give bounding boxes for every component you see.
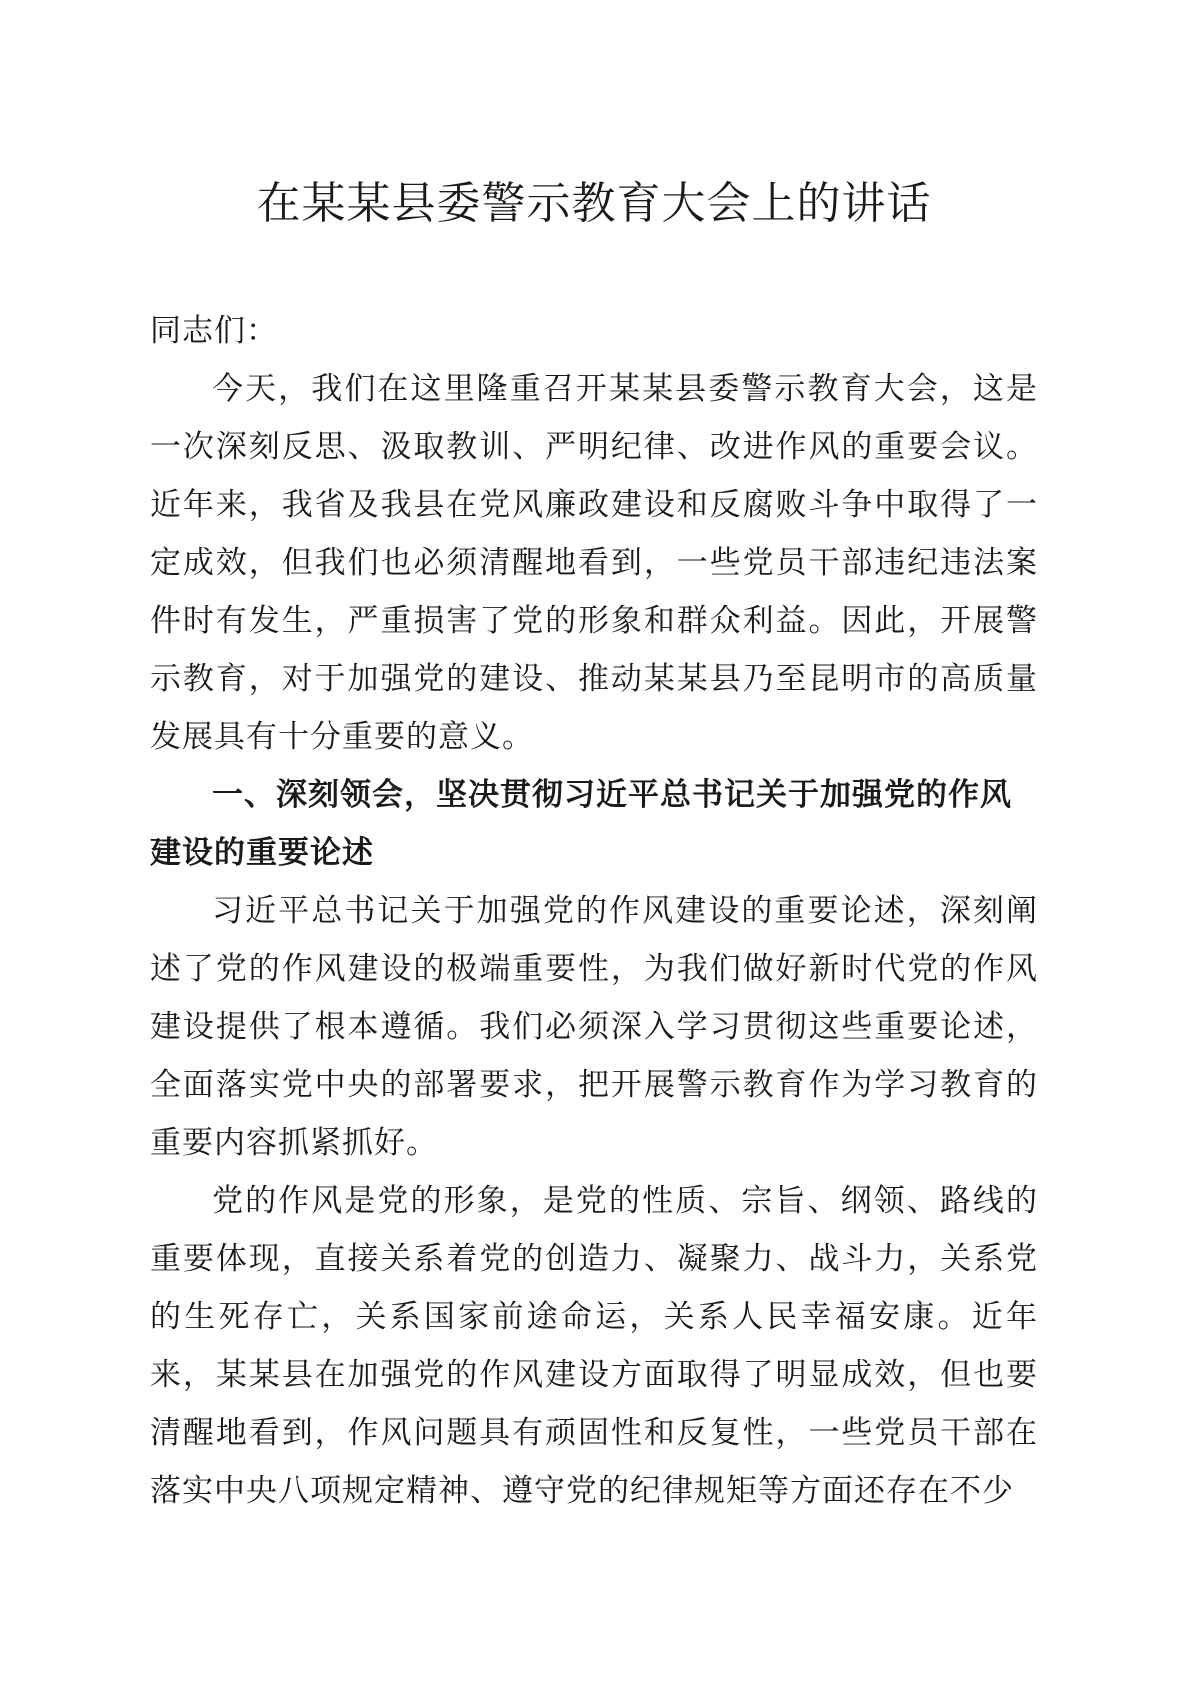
paragraph-section-1-a: 习近平总书记关于加强党的作风建设的重要论述，深刻阐述了党的作风建设的极端重要性，为我们做好新时代党的作风建设提供了根本遵循。我们必须深入学习贯彻这些重要论述，全面落实党中央的部署要求，把开展警示教育作为学习教育的重要内容抓紧抓好。 bbox=[150, 893, 1038, 1161]
paragraph-opening: 今天，我们在这里隆重召开某某县委警示教育大会，这是一次深刻反思、汲取教训、严明纪律、改进作风的重要会议。近年来，我省及我县在党风廉政建设和反腐败斗争中取得了一定成效，但我们也必须清醒地看到，一些党员干部违纪违法案件时有发生，严重损害了党的形象和群众利益。因此，开展警示教育，对于加强党的建设、推动某某县乃至昆明市的高质量发展具有十分重要的意义。 bbox=[150, 371, 1038, 755]
section-heading-1: 一、深刻领会，坚决贯彻习近平总书记关于加强党的作风建设的重要论述 bbox=[150, 777, 1012, 871]
paragraph-section-1-b: 党的作风是党的形象，是党的性质、宗旨、纲领、路线的重要体现，直接关系着党的创造力、凝聚力、战斗力，关系党的生死存亡，关系国家前途命运，关系人民幸福安康。近年来，某某县在加强党的作风建设方面取得了明显成效，但也要清醒地看到，作风问题具有顽固性和反复性，一些党员干部在落实中央八项规定精神、遵守党的纪律规矩等方面还存在不少 bbox=[150, 1183, 1038, 1509]
salutation: 同志们： bbox=[150, 313, 278, 349]
document-body bbox=[150, 178, 1038, 1520]
document-title: 在某某县委警示教育大会上的讲话 bbox=[256, 178, 932, 229]
